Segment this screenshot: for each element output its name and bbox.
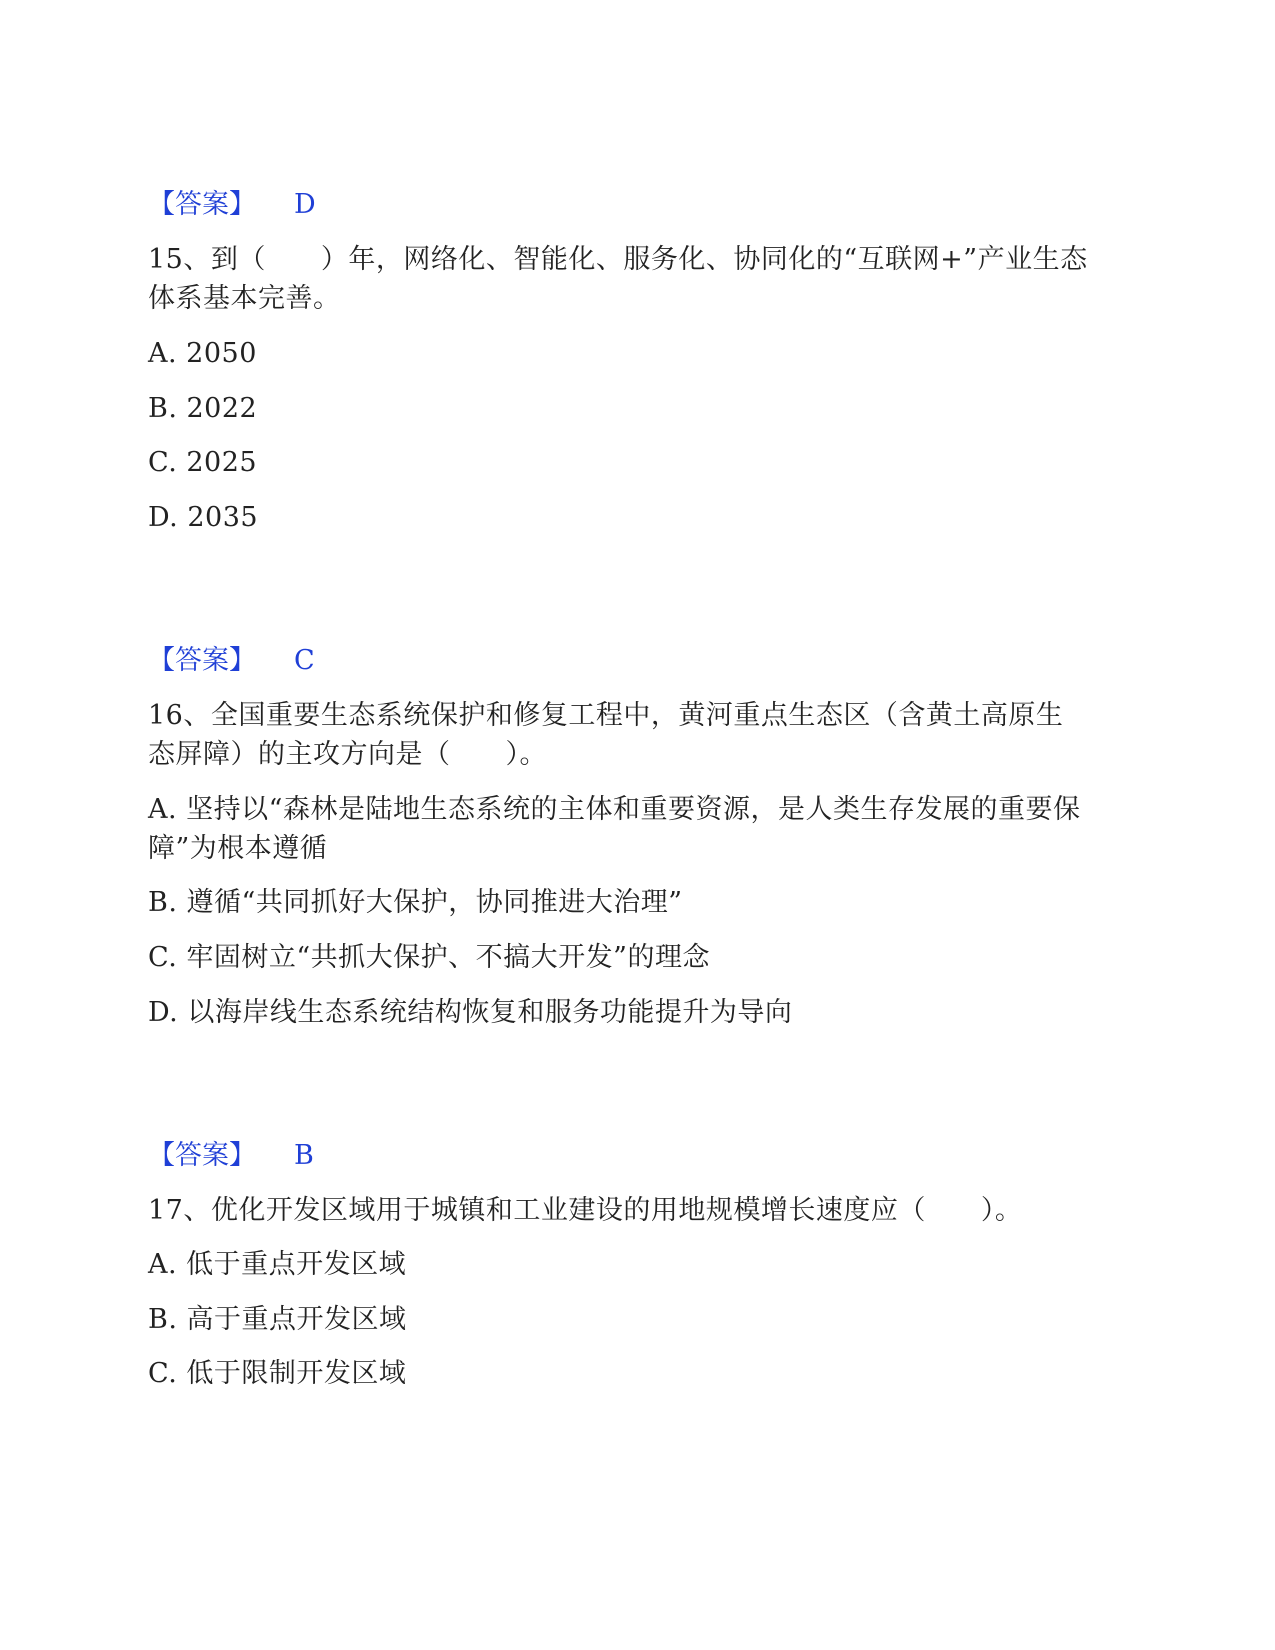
question-15-line-1: 15、到（ ）年，网络化、智能化、服务化、协同化的“互联网+”产业生态 (148, 244, 1088, 275)
answer-line (148, 1137, 314, 1175)
answer-value: D (294, 189, 316, 220)
answer-label: 【答案】 (148, 645, 256, 676)
question-15-option-b: B. 2022 (148, 393, 258, 424)
question-17-option-a: A. 低于重点开发区域 (148, 1249, 407, 1280)
answer-value: B (294, 1140, 314, 1171)
question-16-option-c: C. 牢固树立“共抓大保护、不搞大开发”的理念 (148, 942, 710, 973)
answer-label: 【答案】 (148, 1140, 256, 1171)
question-15-option-d: D. 2035 (148, 502, 259, 533)
question-16-option-b: B. 遵循“共同抓好大保护，协同推进大治理” (148, 887, 683, 918)
question-16-option-a-line-1: A. 坚持以“森林是陆地生态系统的主体和重要资源，是人类生存发展的重要保 (148, 794, 1081, 825)
answer-value: C (294, 645, 315, 676)
question-16-option-d: D. 以海岸线生态系统结构恢复和服务功能提升为导向 (148, 997, 793, 1028)
question-15-option-a: A. 2050 (148, 338, 257, 369)
question-16-option-a-line-2: 障”为根本遵循 (148, 833, 328, 864)
answer-line (148, 186, 316, 224)
question-17-option-b: B. 高于重点开发区域 (148, 1304, 407, 1335)
question-16-line-1: 16、全国重要生态系统保护和修复工程中，黄河重点生态区（含黄土高原生 (148, 700, 1064, 731)
answer-line (148, 642, 315, 680)
question-16-line-2: 态屏障）的主攻方向是（ ）。 (148, 739, 547, 770)
question-15-option-c: C. 2025 (148, 447, 258, 478)
question-17-option-c: C. 低于限制开发区域 (148, 1358, 407, 1389)
question-17-line-1: 17、优化开发区域用于城镇和工业建设的用地规模增长速度应（ ）。 (148, 1195, 1023, 1226)
answer-label: 【答案】 (148, 189, 256, 220)
question-15-line-2: 体系基本完善。 (148, 283, 341, 314)
